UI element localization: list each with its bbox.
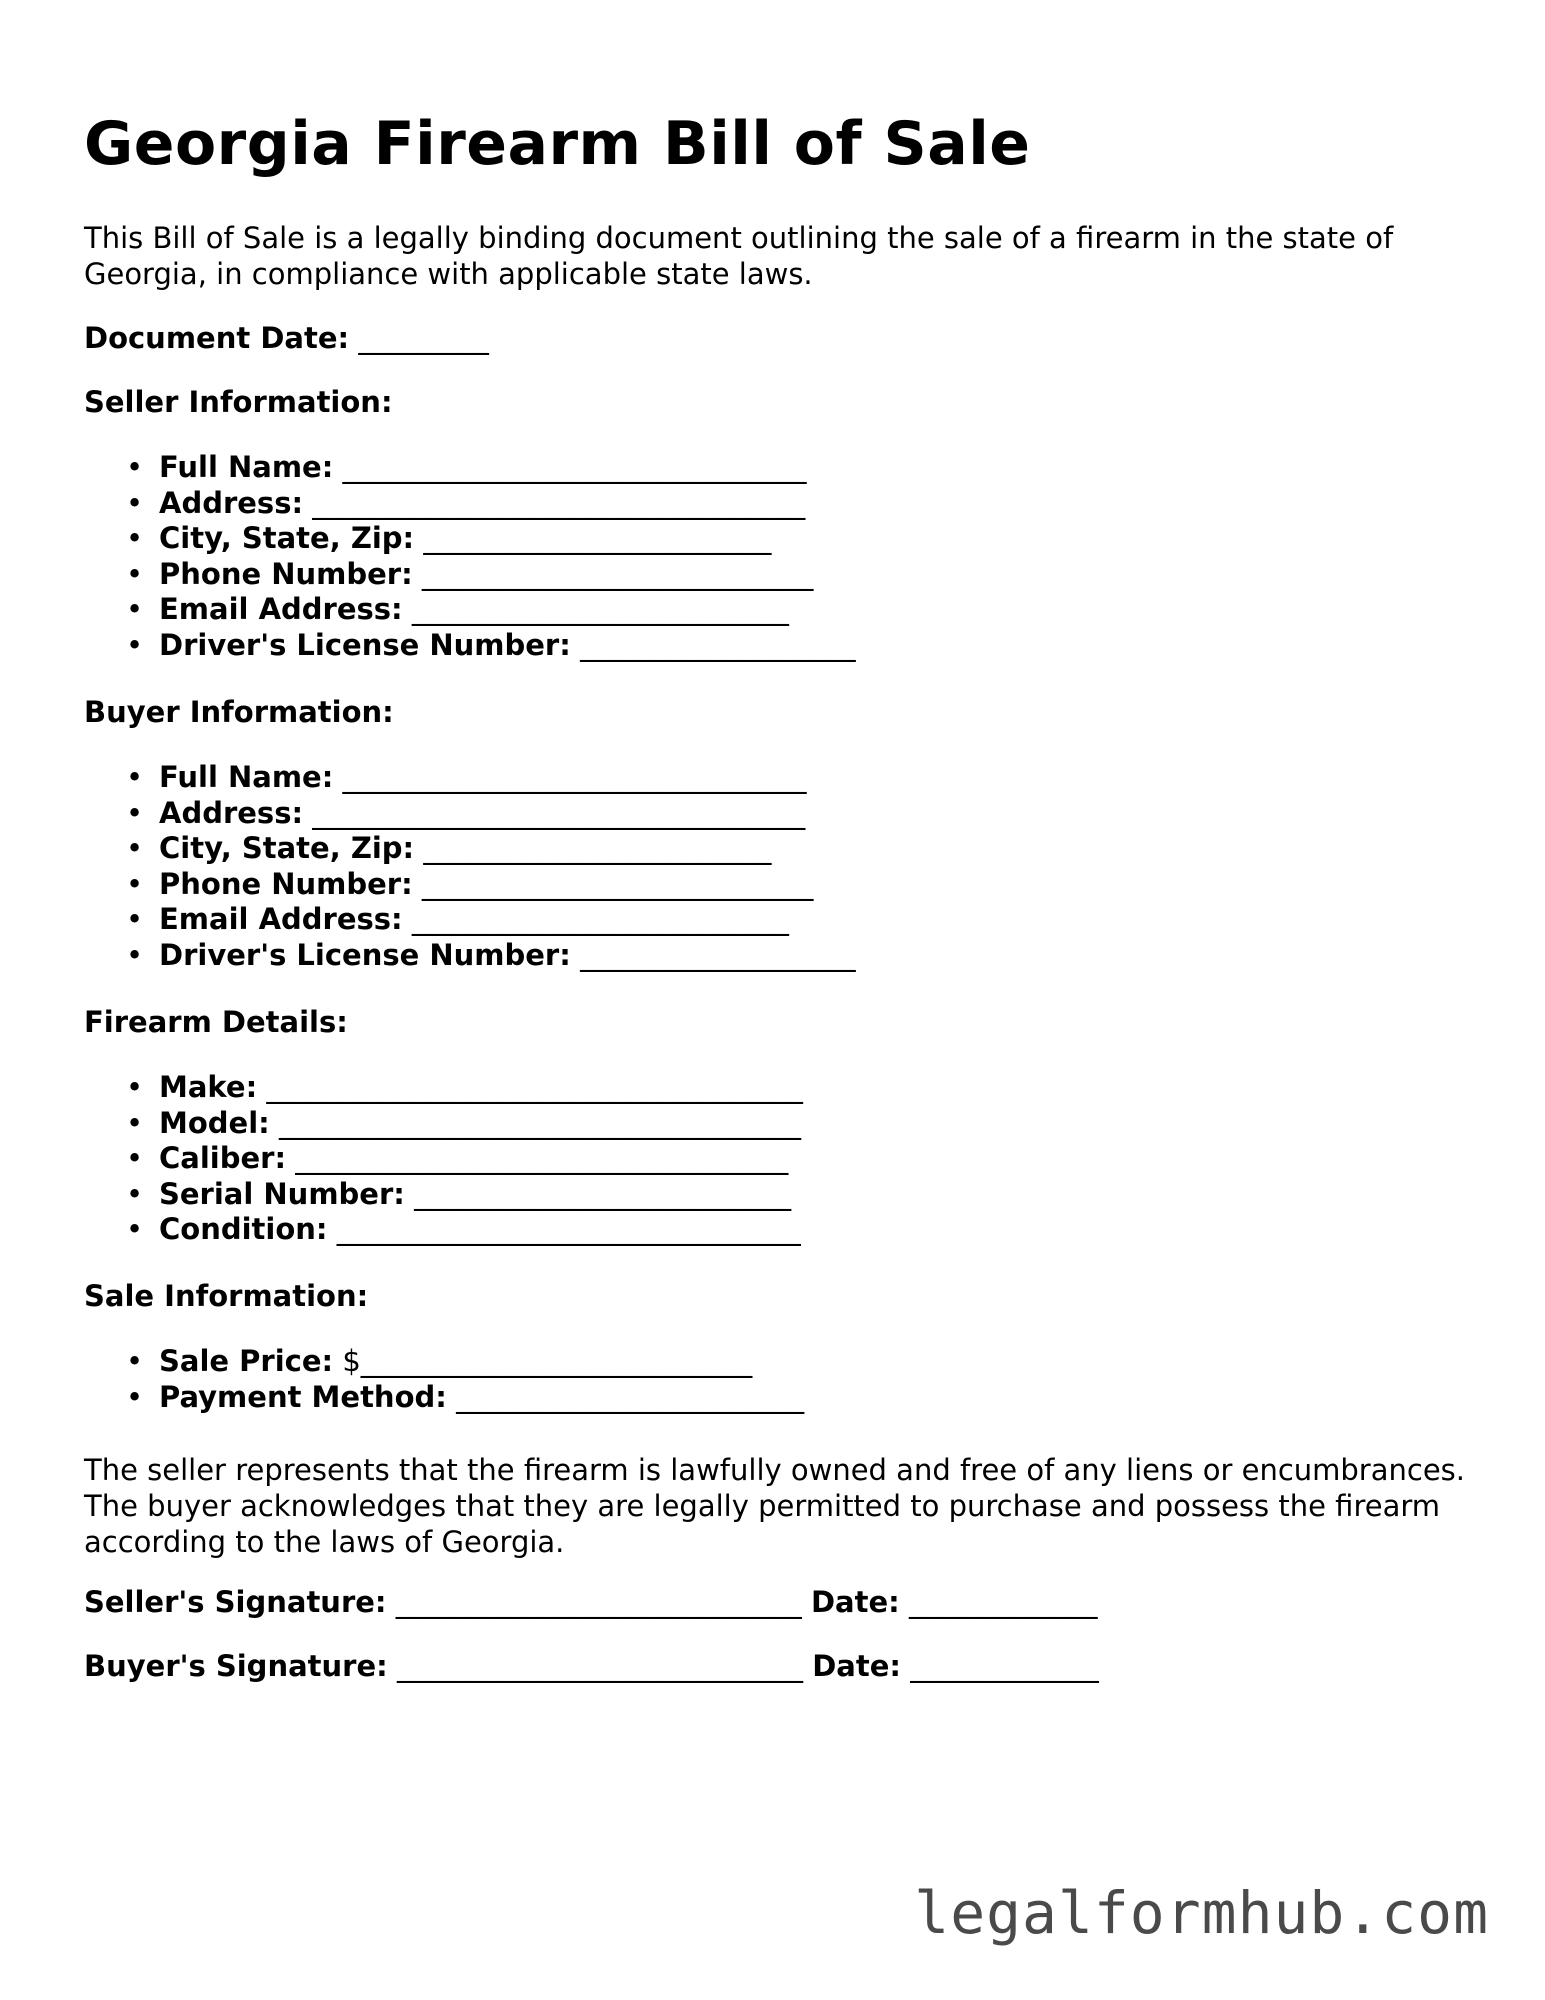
field-label: Serial Number: [159, 1176, 405, 1211]
buyer-full-name-item [84, 760, 856, 796]
field-label: City, State, Zip: [159, 831, 415, 866]
payment-method-item [84, 1380, 804, 1416]
field-label: Address: [159, 485, 304, 520]
field-blank[interactable]: ________________________ [423, 521, 772, 556]
field-blank[interactable]: ________________________ [456, 1379, 805, 1414]
field-label: Phone Number: [159, 556, 413, 591]
field-blank[interactable]: ___________________ [580, 627, 856, 662]
field-label: City, State, Zip: [159, 521, 415, 556]
field-label: Caliber: [159, 1141, 287, 1176]
buyer-address-item [84, 796, 856, 832]
field-blank[interactable]: __________________________________ [312, 795, 806, 830]
field-label: Sale Price: [159, 1344, 334, 1378]
buyer-date-blank[interactable]: _____________ [910, 1649, 1099, 1683]
seller-address-item [84, 486, 856, 522]
seller-city-state-zip-item [84, 521, 856, 557]
field-blank[interactable]: $___________________________ [342, 1344, 753, 1378]
seller-date-label: Date: [810, 1585, 900, 1619]
field-label: Full Name: [159, 760, 334, 794]
seller-phone-item [84, 557, 856, 593]
field-blank[interactable]: __________________________ [414, 1176, 792, 1211]
field-label: Model: [159, 1105, 270, 1140]
document-title: Georgia Firearm Bill of Sale [84, 109, 1031, 179]
firearm-caliber-item [84, 1141, 803, 1177]
document-date-label: Document Date: [84, 321, 350, 355]
firearm-model-item [84, 1106, 803, 1142]
field-label: Condition: [159, 1212, 328, 1247]
field-blank[interactable]: ___________________ [580, 937, 856, 972]
field-blank[interactable]: ________________________ [423, 831, 772, 866]
field-label: Address: [159, 795, 304, 830]
field-label: Email Address: [159, 902, 403, 937]
field-label: Full Name: [159, 450, 334, 484]
buyer-phone-item [84, 867, 856, 903]
seller-full-name-item [84, 450, 856, 486]
field-label: Email Address: [159, 592, 403, 627]
sale-section-heading: Sale Information: [84, 1279, 369, 1313]
field-blank[interactable]: ________________________________ [336, 1212, 801, 1247]
seller-signature-blank[interactable]: ____________________________ [395, 1585, 802, 1619]
seller-fields-list [84, 450, 856, 664]
field-blank[interactable]: __________________________ [411, 902, 789, 937]
seller-signature-row [84, 1584, 1097, 1620]
field-blank[interactable]: __________________________________ [312, 485, 806, 520]
intro-paragraph: This Bill of Sale is a legally binding document outlining the sale of a firearm in the state of Georgia, in compliance with applicable state laws. [84, 221, 1394, 291]
field-label: Driver's License Number: [159, 937, 571, 972]
firearm-condition-item [84, 1212, 803, 1248]
seller-date-blank[interactable]: _____________ [908, 1585, 1098, 1619]
document-date-blank[interactable]: _________ [358, 321, 489, 355]
field-label: Make: [159, 1070, 258, 1104]
buyer-signature-blank[interactable]: ____________________________ [396, 1649, 803, 1683]
closing-paragraph: The seller represents that the firearm is lawfully owned and free of any liens or encumbrances. The buyer acknowledges that they are legally permitted to purchase and possess the firearm according to the laws of Georgia. [84, 1453, 1465, 1559]
field-blank[interactable]: __________________________________ [295, 1141, 789, 1176]
firearm-section-heading: Firearm Details: [84, 1005, 348, 1039]
field-blank[interactable]: ________________________________ [342, 450, 807, 484]
document-date-row [84, 320, 489, 356]
firearm-make-item [84, 1070, 803, 1106]
firearm-serial-item [84, 1177, 803, 1213]
sale-fields-list [84, 1344, 804, 1415]
field-label: Driver's License Number: [159, 627, 571, 662]
buyer-signature-label: Buyer's Signature: [84, 1649, 388, 1683]
firearm-fields-list [84, 1070, 803, 1248]
site-watermark: legalformhub.com [914, 1879, 1489, 1947]
buyer-fields-list [84, 760, 856, 974]
buyer-signature-row [84, 1648, 1099, 1684]
buyer-email-item [84, 902, 856, 938]
field-blank[interactable]: ___________________________ [421, 556, 814, 591]
field-blank[interactable]: _____________________________________ [266, 1070, 803, 1104]
field-blank[interactable]: __________________________ [411, 592, 789, 627]
sale-price-item [84, 1344, 804, 1380]
buyer-license-item [84, 938, 856, 974]
seller-section-heading: Seller Information: [84, 385, 393, 419]
seller-signature-label: Seller's Signature: [84, 1585, 387, 1619]
field-label: Payment Method: [159, 1379, 447, 1414]
field-blank[interactable]: ________________________________ [342, 760, 807, 794]
buyer-date-label: Date: [812, 1649, 901, 1683]
field-label: Phone Number: [159, 866, 413, 901]
seller-email-item [84, 592, 856, 628]
seller-license-item [84, 628, 856, 664]
field-blank[interactable]: ___________________________ [421, 866, 814, 901]
field-blank[interactable]: ____________________________________ [278, 1105, 801, 1140]
buyer-section-heading: Buyer Information: [84, 695, 394, 729]
buyer-city-state-zip-item [84, 831, 856, 867]
